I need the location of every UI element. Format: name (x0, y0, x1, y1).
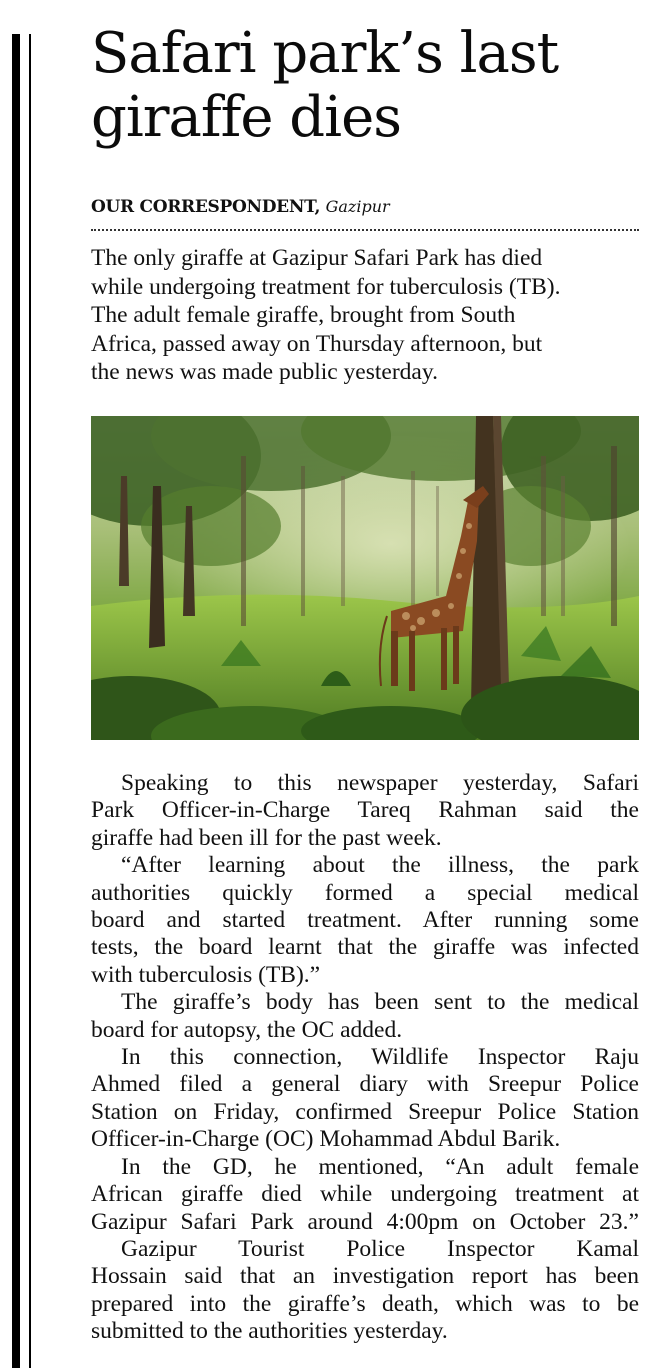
body-line: Station on Friday, confirmed Sreepur Police Station (91, 1098, 639, 1125)
intro-line: The adult female giraffe, brought from South (91, 302, 516, 328)
body-line: authorities quickly formed a special medical (91, 879, 639, 906)
giraffe-in-forest-photo (91, 416, 639, 740)
body-line: Ahmed filed a general diary with Sreepur Police (91, 1071, 639, 1098)
byline-place: Gazipur (325, 197, 390, 216)
body-line: board and started treatment. After running some (91, 907, 639, 934)
body-line: Speaking to this newspaper yesterday, Safari (121, 770, 639, 796)
body-line: The giraffe’s body has been sent to the medical (121, 989, 639, 1016)
body-line: tests, the board learnt that the giraffe was infected (91, 934, 639, 961)
body-line: “After learning about the illness, the park (121, 852, 639, 879)
body-line: Gazipur Safari Park around 4:00pm on October 23.” (91, 1208, 639, 1235)
body-line: prepared into the giraffe’s death, which was to be (91, 1290, 639, 1317)
body-line: Hossain said that an investigation report has been (91, 1263, 639, 1290)
intro-line: while undergoing treatment for tuberculosis (TB). (91, 273, 561, 300)
headline-line-1: Safari park’s last (91, 21, 559, 86)
body-line: submitted to the authorities yesterday. (91, 1318, 448, 1345)
headline-line-2: giraffe dies (91, 85, 401, 150)
body-line: Officer-in-Charge (OC) Mohammad Abdul Barik. (91, 1126, 561, 1153)
intro-line: Africa, passed away on Thursday afternoon, but (91, 330, 543, 357)
body-line: board for autopsy, the OC added. (91, 1016, 403, 1043)
column-rule-thick (12, 34, 20, 1368)
body-line: with tuberculosis (TB).” (91, 961, 321, 988)
dotted-divider (91, 229, 639, 231)
byline-author: OUR CORRESPONDENT, (91, 197, 321, 217)
body-line: In the GD, he mentioned, “An adult female (121, 1153, 639, 1180)
body-line: Park Officer-in-Charge Tareq Rahman said the (91, 797, 639, 824)
body-line: African giraffe died while undergoing treatment at (91, 1181, 639, 1208)
byline (91, 196, 390, 218)
photo-illustration (91, 416, 639, 740)
intro-paragraph (91, 244, 639, 387)
intro-line: the news was made public yesterday. (91, 359, 438, 385)
body-line: In this connection, Wildlife Inspector Raju (121, 1044, 639, 1071)
column-rule-thin (29, 34, 31, 1368)
article-body (91, 770, 639, 1346)
intro-line: The only giraffe at Gazipur Safari Park has died (91, 245, 543, 271)
body-line: giraffe had been ill for the past week. (91, 824, 442, 851)
body-line: Gazipur Tourist Police Inspector Kamal (121, 1235, 639, 1262)
article-headline (91, 22, 639, 150)
